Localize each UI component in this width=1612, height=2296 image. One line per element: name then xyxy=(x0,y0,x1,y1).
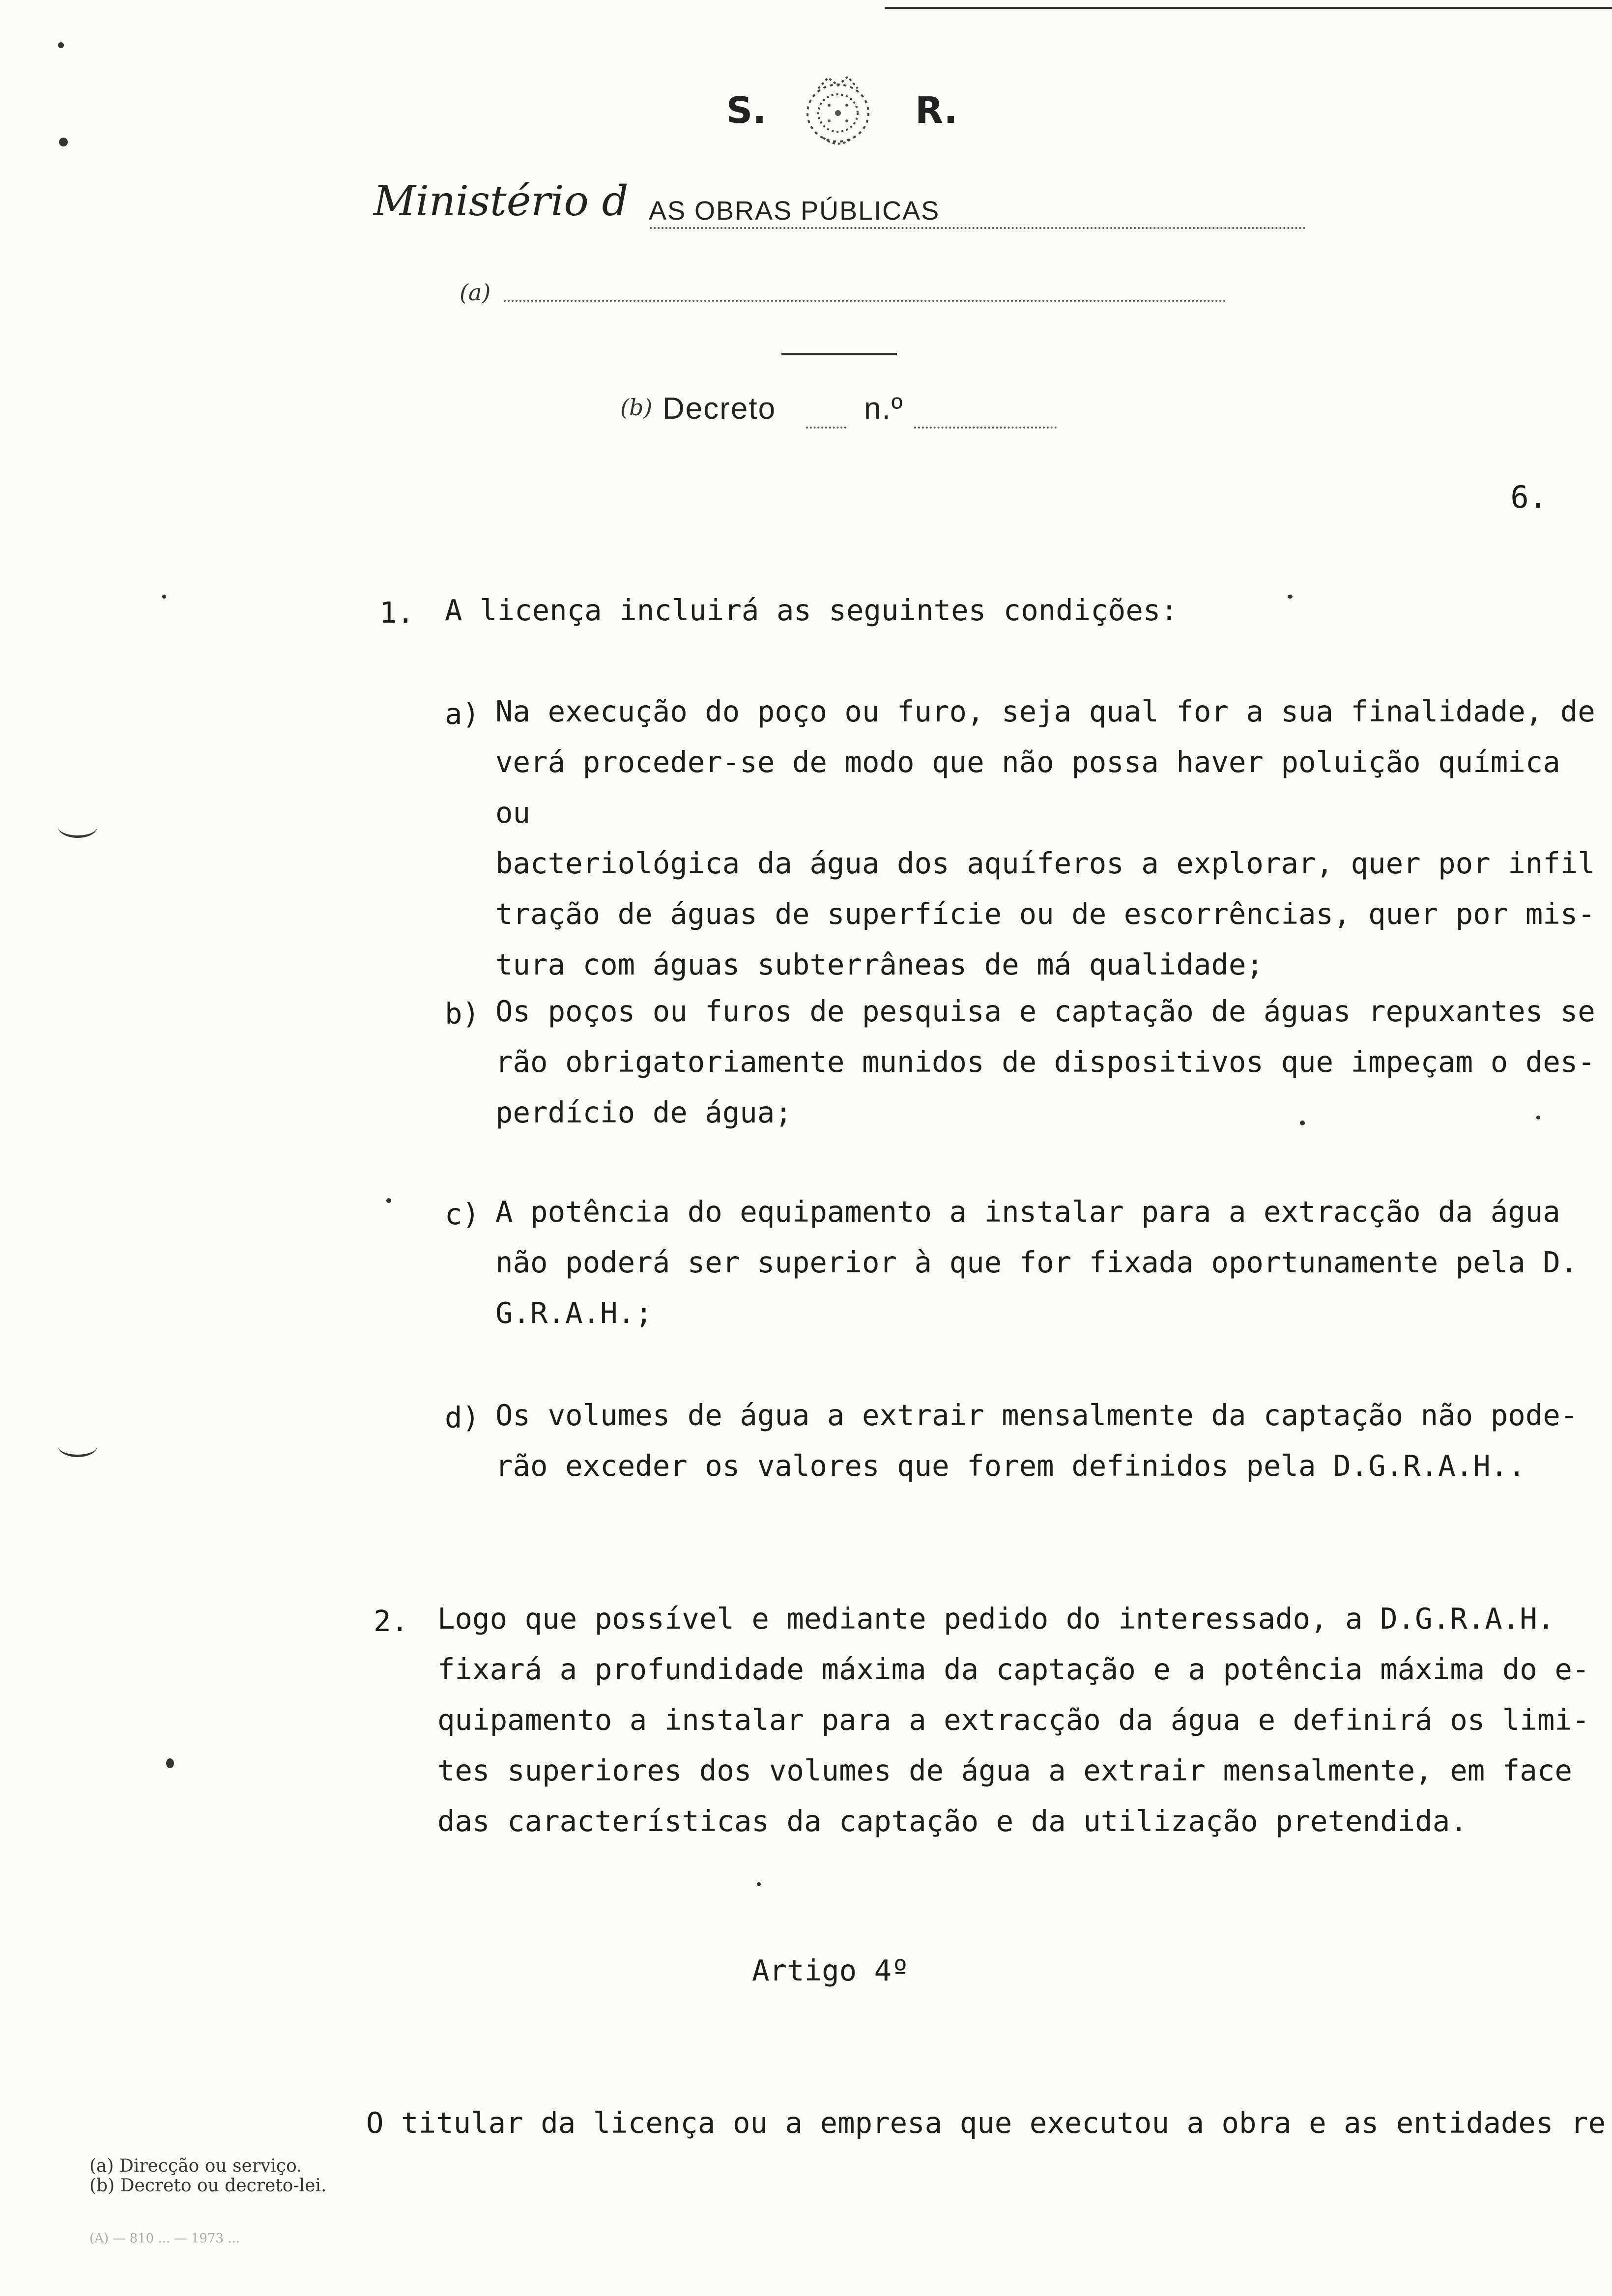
item-a-line-4: tração de águas de superfície ou de escorrências, quer por mis- xyxy=(495,897,1595,931)
page-number: 6. xyxy=(1510,479,1547,515)
scan-speck xyxy=(386,1198,391,1203)
item-d-line-2: rão exceder os valores que forem definidos pela D.G.R.A.H.. xyxy=(495,1449,1526,1483)
scan-speck xyxy=(58,42,64,48)
item-c-marker: c) xyxy=(445,1197,480,1231)
decree-underline xyxy=(806,427,846,429)
item-a-line-5: tura com águas subterrâneas de má qualidade; xyxy=(495,947,1264,981)
section-2-line-3: quipamento a instalar para a extracção da água e definirá os limi- xyxy=(437,1703,1590,1737)
scan-speck xyxy=(757,1882,761,1886)
item-d-text xyxy=(495,1390,1578,1491)
footnote-a: (a) Direcção ou serviço. xyxy=(89,2156,302,2176)
decree-label: Decreto xyxy=(662,392,777,426)
section-1-number: 1. xyxy=(379,596,415,630)
scan-speck xyxy=(1288,595,1293,599)
item-a-marker: a) xyxy=(445,697,480,731)
section-2-line-5: das características da captação e da utilização pretendida. xyxy=(437,1804,1468,1838)
decree-number-label: n.º xyxy=(864,392,904,426)
item-a-line-3: bacteriológica da água dos aquíferos a explorar, quer por infil xyxy=(495,846,1595,880)
item-b-marker: b) xyxy=(445,997,480,1031)
coat-of-arms-seal xyxy=(789,69,887,152)
binding-hole-mark xyxy=(58,816,97,838)
service-field-label: (a) xyxy=(460,279,491,306)
item-b-text xyxy=(495,986,1595,1138)
section-2-text xyxy=(437,1593,1589,1846)
section-2-line-4: tes superiores dos volumes de água a extrair mensalmente, em face xyxy=(437,1753,1572,1787)
ministry-underline xyxy=(650,227,1306,229)
article-heading: Artigo 4º xyxy=(752,1953,909,1987)
item-c-line-1: A potência do equipamento a instalar para a extracção da água xyxy=(495,1195,1560,1229)
item-c-text xyxy=(495,1186,1578,1338)
ministry-name: AS OBRAS PÚBLICAS xyxy=(649,196,940,226)
footnote-b: (b) Decreto ou decreto-lei. xyxy=(89,2176,327,2196)
item-d-line-1: Os volumes de água a extrair mensalmente da captação não pode- xyxy=(495,1398,1578,1432)
section-1-intro: A licença incluirá as seguintes condições: xyxy=(445,593,1178,627)
scan-speck xyxy=(1300,1120,1305,1125)
letterhead-right-letter: R. xyxy=(915,89,958,132)
binding-hole-mark xyxy=(58,1435,97,1457)
decree-field-marker: (b) xyxy=(620,394,653,421)
section-2-line-1: Logo que possível e mediante pedido do interessado, a D.G.R.A.H. xyxy=(437,1602,1555,1636)
item-c-line-3: G.R.A.H.; xyxy=(495,1296,653,1330)
top-rule xyxy=(885,0,1612,9)
printer-imprint: (A) — 810 ... — 1973 ... xyxy=(89,2231,240,2246)
item-b-line-1: Os poços ou furos de pesquisa e captação de águas repuxantes se xyxy=(495,994,1595,1028)
item-a-line-2: verá proceder-se de modo que não possa haver poluição química ou xyxy=(495,745,1560,830)
decree-number-line xyxy=(914,427,1057,429)
item-b-line-2: rão obrigatoriamente munidos de dispositivos que impeçam o des- xyxy=(495,1045,1595,1079)
scan-speck xyxy=(1536,1116,1540,1119)
section-2-line-2: fixará a profundidade máxima da captação e a potência máxima do e- xyxy=(437,1652,1590,1686)
letterhead-left-letter: S. xyxy=(726,89,767,132)
item-c-line-2: não poderá ser superior à que for fixada oportunamente pela D. xyxy=(495,1245,1578,1279)
scan-speck xyxy=(59,138,68,146)
item-a-line-1: Na execução do poço ou furo, seja qual for a sua finalidade, de xyxy=(495,694,1595,728)
scan-speck xyxy=(162,595,166,599)
item-b-line-3: perdício de água; xyxy=(495,1095,792,1129)
article-text-line-1: O titular da licença ou a empresa que executou a obra e as entidades re xyxy=(366,2106,1606,2140)
ministry-label: Ministério d xyxy=(374,177,629,225)
item-d-marker: d) xyxy=(445,1401,480,1435)
service-field-line xyxy=(504,300,1226,302)
divider xyxy=(781,353,897,355)
section-2-number: 2. xyxy=(374,1604,409,1638)
scan-speck xyxy=(166,1758,174,1768)
item-a-text xyxy=(495,686,1612,990)
